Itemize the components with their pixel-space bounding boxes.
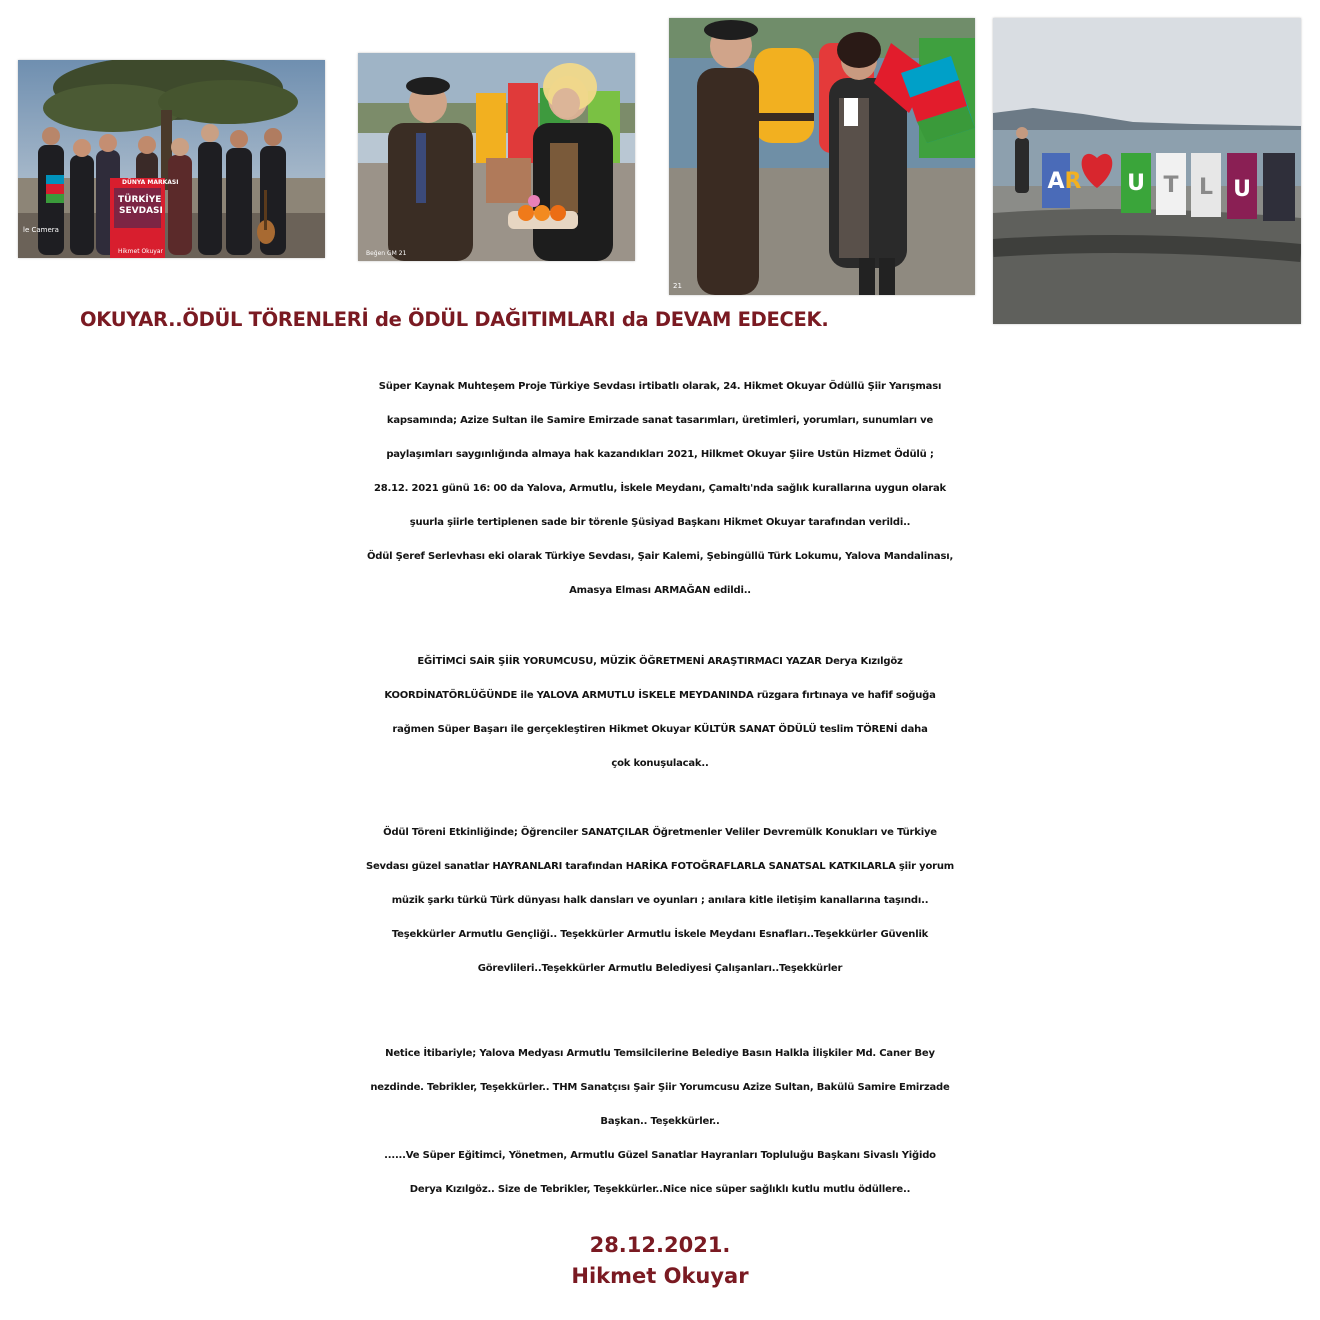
paragraph-line: Ödül Şeref Serlevhası eki olarak Türkiye Sevdası, Şair Kalemi, Şebingüllü Türk Lokumu, Yalova Mandalinası, xyxy=(366,551,954,562)
photo1-banner-line2: TÜRKİYE xyxy=(118,195,162,205)
photo1-caption: le Camera xyxy=(23,226,59,234)
paragraph-line: Amasya Elması ARMAĞAN edildi.. xyxy=(569,585,751,596)
photo-award-handover xyxy=(358,53,635,261)
sign-letter-u1: U xyxy=(1127,171,1145,196)
signature-name: Hikmet Okuyar xyxy=(571,1264,749,1288)
paragraph-line: şuurla şiirle tertiplenen sade bir törenle Şüsiyad Başkanı Hikmet Okuyar tarafından verildi.. xyxy=(409,517,911,528)
paragraph-line: EĞİTİMCİ SAİR ŞİİR YORUMCUSU, MÜZİK ÖĞRETMENİ ARAŞTIRMACI YAZAR Derya Kızılgöz xyxy=(417,656,903,667)
sign-letter-u2: U xyxy=(1233,177,1251,202)
sign-letter-t: T xyxy=(1163,173,1179,198)
paragraph-conclusion xyxy=(8,1037,1312,1207)
paragraph-line: KOORDİNATÖRLÜĞÜNDE ile YALOVA ARMUTLU İSKELE MEYDANINDA rüzgara fırtınaya ve hafif soğuğa xyxy=(384,690,936,701)
paragraph-line: müzik şarkı türkü Türk dünyası halk dansları ve oyunları ; anılara kitle iletişim kanallarına taşındı.. xyxy=(391,895,929,906)
sign-letter-a: A xyxy=(1047,169,1065,194)
sign-letter-l: L xyxy=(1198,175,1214,200)
paragraph-line: Ödül Töreni Etkinliğinde; Öğrenciler SANATÇILAR Öğretmenler Veliler Devremülk Konukları ve Türkiye xyxy=(383,827,937,838)
photo1-banner-line4: Hikmet Okuyar xyxy=(118,248,163,255)
paragraph-line: Süper Kaynak Muhteşem Proje Türkiye Sevdası irtibatlı olarak, 24. Hikmet Okuyar Ödüllü Şiir Yarışması xyxy=(378,381,942,392)
photo2-caption: Beğen GM 21 xyxy=(366,250,407,257)
photo1-banner-line1: DÜNYA MARKASI xyxy=(122,179,179,186)
signature-date: 28.12.2021. xyxy=(589,1233,731,1257)
paragraph-line: paylaşımları saygınlığında almaya hak kazandıkları 2021, Hilkmet Okuyar Şiire Ustün Hizmet Ödülü ; xyxy=(386,449,934,460)
paragraph-line: Teşekkürler Armutlu Gençliği.. Teşekkürler Armutlu İskele Meydanı Esnafları..Teşekkürler Güvenlik xyxy=(391,929,929,940)
photo-group-under-tree xyxy=(18,60,325,258)
photo3-caption: 21 xyxy=(673,282,682,290)
paragraph-line: Sevdası güzel sanatlar HAYRANLARI tarafından HARİKA FOTOĞRAFLARLA SANATSAL KATKILARLA şiir yorum xyxy=(365,861,955,872)
paragraph-line: Derya Kızılgöz.. Size de Tebrikler, Teşekkürler..Nice nice süper sağlıklı kutlu mutlu ödüllere.. xyxy=(409,1184,911,1195)
paragraph-thanks xyxy=(8,816,1312,986)
paragraph-line: kapsamında; Azize Sultan ile Samire Emirzade sanat tasarımları, üretimleri, yorumları, sunumları ve xyxy=(386,415,934,426)
photo-handshake-flags xyxy=(669,18,975,295)
paragraph-line: ......Ve Süper Eğitimci, Yönetmen, Armutlu Güzel Sanatlar Hayranları Topluluğu Başkanı Sivaslı Yiğido xyxy=(384,1150,936,1161)
paragraph-line: Netice İtibariyle; Yalova Medyası Armutlu Temsilcilerine Belediye Basın Halkla İlişkiler Md. Caner Bey xyxy=(385,1048,935,1059)
sign-letter-r: R xyxy=(1064,169,1082,194)
paragraph-line: Başkan.. Teşekkürler.. xyxy=(600,1116,720,1127)
photo1-banner-line3: SEVDASI xyxy=(119,206,163,216)
paragraph-coordination xyxy=(8,645,1312,781)
paragraph-line: Görevlileri..Teşekkürler Armutlu Belediyesi Çalışanları..Teşekkürler xyxy=(477,963,843,974)
paragraph-award-ceremony xyxy=(8,370,1312,608)
photo-armutlu-sign xyxy=(993,18,1301,324)
paragraph-line: 28.12. 2021 günü 16: 00 da Yalova, Armutlu, İskele Meydanı, Çamaltı'nda sağlık kurallarına uygun olarak xyxy=(373,483,946,494)
paragraph-line: çok konuşulacak.. xyxy=(611,758,709,769)
paragraph-line: rağmen Süper Başarı ile gerçekleştiren Hikmet Okuyar KÜLTÜR SANAT ÖDÜLÜ teslim TÖRENİ daha xyxy=(392,724,928,735)
headline: OKUYAR..ÖDÜL TÖRENLERİ de ÖDÜL DAĞITIMLARI da DEVAM EDECEK. xyxy=(80,308,829,331)
paragraph-line: nezdinde. Tebrikler, Teşekkürler.. THM Sanatçısı Şair Şiir Yorumcusu Azize Sultan, Bakülü Samire Emirzade xyxy=(370,1082,950,1093)
